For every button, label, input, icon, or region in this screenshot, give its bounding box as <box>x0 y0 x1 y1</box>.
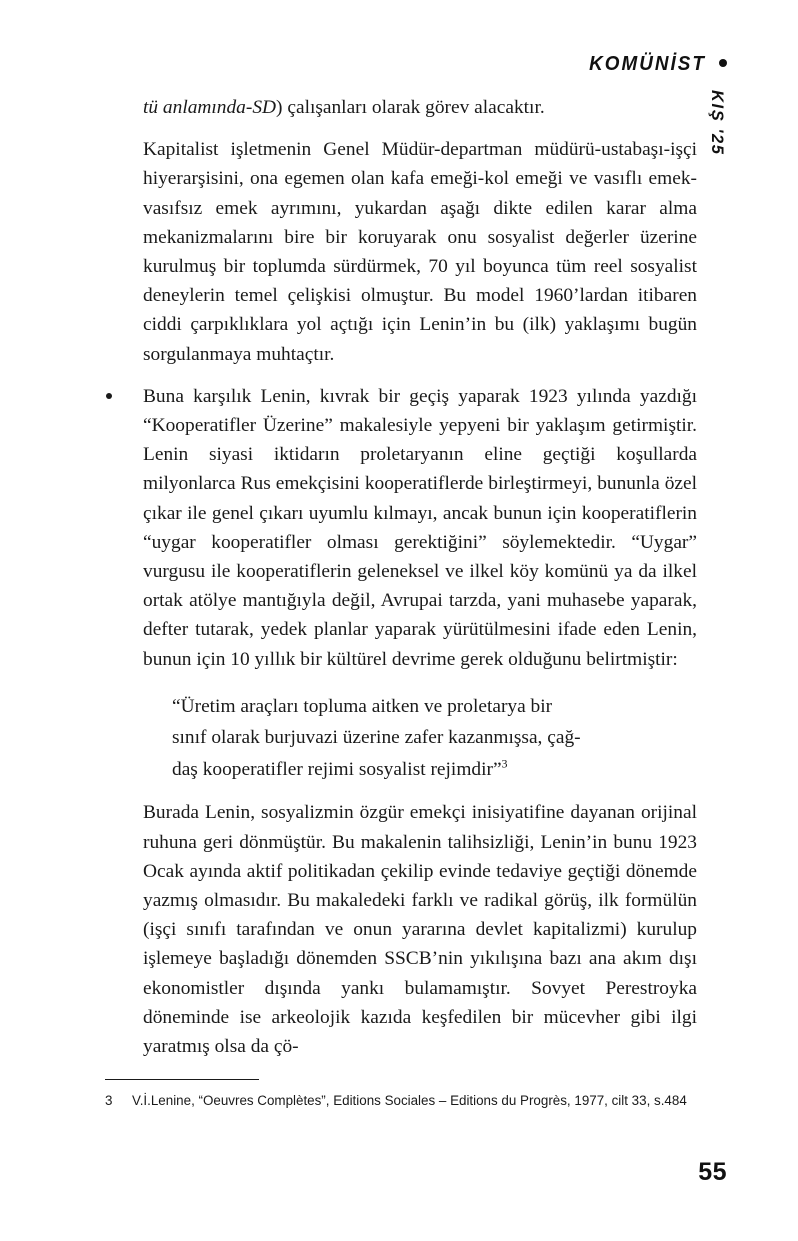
issue-label <box>706 90 776 156</box>
running-head-title: KOMÜNİST <box>589 52 706 75</box>
running-head <box>0 52 727 76</box>
block-quote <box>172 691 642 786</box>
footnote-separator-rule <box>105 1079 259 1080</box>
issue-label-text: KIŞ '25 <box>708 90 726 156</box>
paragraph-1: Kapitalist işletmenin Genel Müdür-departman müdürü-ustabaşı-işçi hiyerarşisini, ona egemen olan kafa emeği-kol emeği ve vasıflı emek-vasıfsız emek ayrımını, yukardan aşağı dikte edilen karar alma mekanizmalarını bire bir koruyarak onu sosyalist değerler üzerine kurulmuş bir toplumda sürdürmek, 70 yıl boyunca tüm reel sosyalist deneylerin temel çelişkisi olmuştur. Bu model 1960’lardan itibaren ciddi çarpıklıklara yol açtığı için Lenin’in bu (ilk) yaklaşımı bugün sorgulanmaya muhtaçtır. <box>143 139 697 365</box>
quote-line-1: “Üretim araçları topluma aitken ve proletarya bir <box>172 695 553 717</box>
continued-line-rest: ) çalışanları olarak görev alacaktır. <box>276 97 545 118</box>
footnote-reference-marker[interactable]: 3 <box>501 756 508 771</box>
footnote-entry <box>105 1091 697 1110</box>
continued-line-italic: tü anlamında-SD <box>143 97 277 118</box>
bullet-point-icon <box>106 393 112 399</box>
footnote-area <box>105 1079 697 1110</box>
bullet-paragraph-text: Buna karşılık Lenin, kıvrak bir geçiş yaparak 1923 yılında yazdığı “Kooperatifler Üzerine” makalesiyle yepyeni bir yaklaşım getirmiştir. Lenin siyasi iktidarın proletaryanın eline geçtiği koşullarda milyonlarca Rus emekçisini kooperatiflerde birleştirmeyi, bununla özel çıkar ile genel çıkarı uyumlu kılmayı, ancak bunun için kooperatiflerin “uygar kooperatifler olması gerektiğini” söylemektedir. “Uygar” vurgusu ile kooperatiflerin geleneksel ve ilkel köy komünü ya da ilkel ortak atölye mantığıyla değil, Avrupai tarzda, yani muhasebe yaparak, defter tutarak, yedek planlar yaparak yürütülmesini ifade eden Lenin, bunun için 10 yıllık bir kültürel devrime gerek olduğunu belirtmiştir: <box>143 385 697 670</box>
quote-line-3-text: daş kooperatifler rejimi sosyalist rejimdir” <box>172 758 502 780</box>
body-content <box>143 93 697 1061</box>
page-number: 55 <box>698 1158 727 1186</box>
bullet-list-item <box>143 382 697 674</box>
paragraph-final: Burada Lenin, sosyalizmin özgür emekçi inisiyatifine dayanan orijinal ruhuna geri dönmüştür. Bu makalenin talihsizliği, Lenin’in bunu 1923 Ocak ayında aktif politikadan çekilip evinde tedaviye geçtiği dönemde yazmış olmasıdır. Bu makaledeki farklı ve radikal görüş, ilk formülün (işçi sınıfı tarafından ve onun yararına devlet kapitalizmi) kurulup işlemeye başladığı dönemden SSCB’nin yıkılışına bazı ana akım dışı ekonomistler dışında yankı bulamamıştır. Sovyet Perestroyka döneminde ise arkeolojik kazıda keşfedilen bir mücevher gibi ilgi yaratmış olsa da çö- <box>143 802 697 1057</box>
quote-line-3 <box>172 754 642 786</box>
footnote-number: 3 <box>105 1093 113 1108</box>
footnote-citation-text: V.İ.Lenine, “Oeuvres Complètes”, Editions Sociales – Editions du Progrès, 1977, cilt 33, s.484 <box>132 1093 687 1108</box>
continued-line <box>143 93 697 122</box>
quote-line-2: sınıf olarak burjuvazi üzerine zafer kazanmışsa, çağ- <box>172 727 581 749</box>
bullet-dot-icon <box>719 59 727 67</box>
